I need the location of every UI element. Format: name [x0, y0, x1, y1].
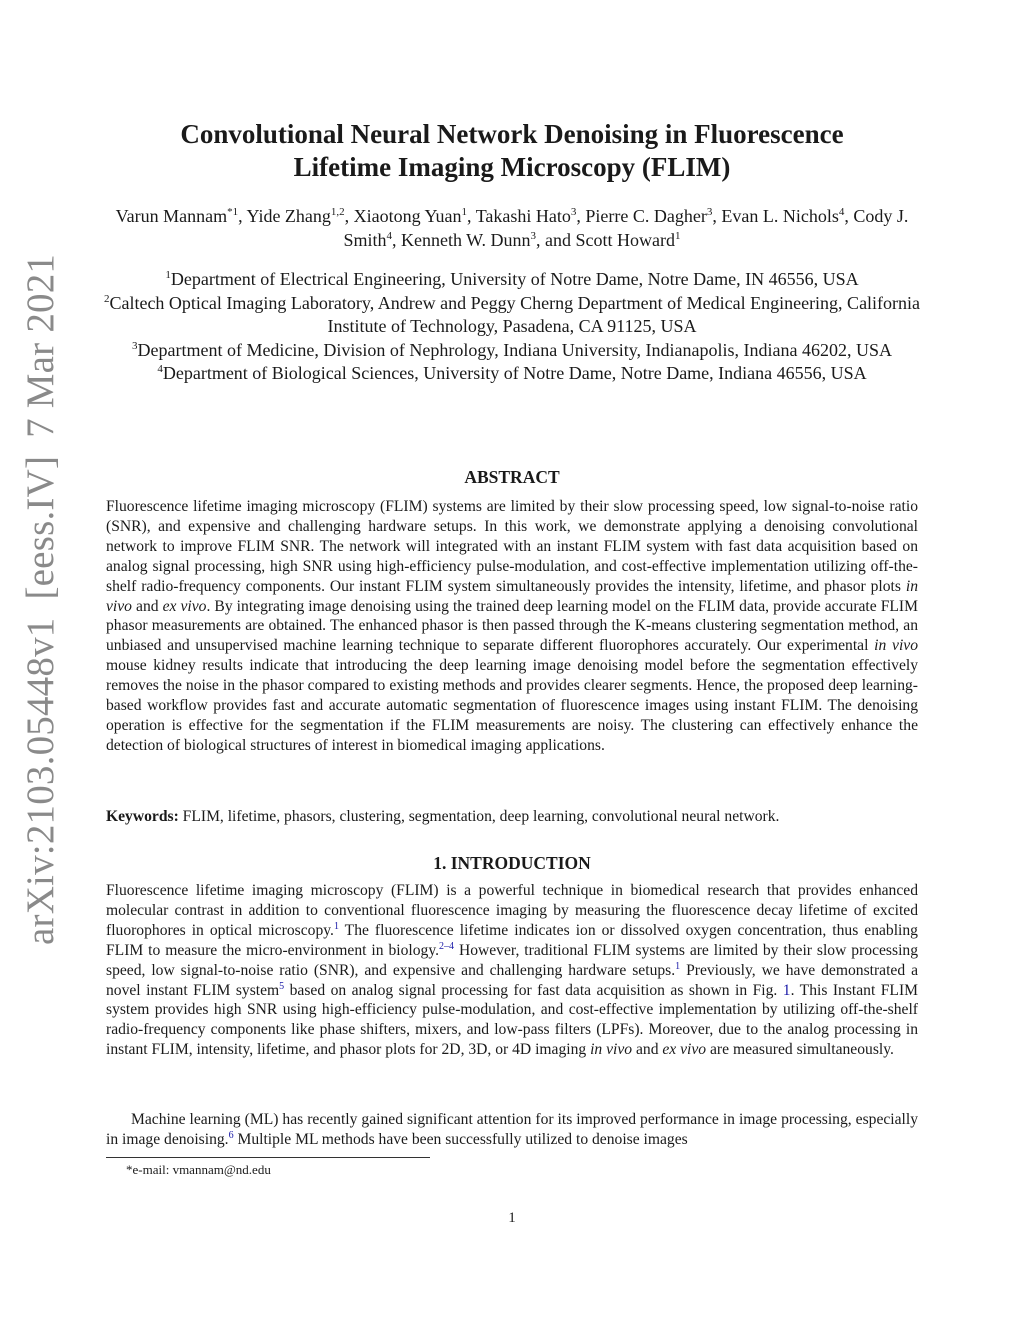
author: Yide Zhang$^{1,2}$, [246, 206, 354, 226]
figure-link[interactable]: 1 [782, 981, 791, 999]
keywords-label: Keywords: [106, 808, 179, 825]
author: Pierre C. Dagher$^3$, [585, 206, 722, 226]
author: Xiaotong Yuan$^1$, [353, 206, 476, 226]
affiliations [100, 268, 924, 386]
author-list [100, 204, 924, 252]
introduction-paragraph-2: Machine learning (ML) has recently gained significant attention for its improved performance in image processing, especially in image denoising.$^6$ Multiple ML methods have been successfully utilized to denoise images [106, 1111, 918, 1148]
keywords-list: FLIM, lifetime, phasors, clustering, segmentation, deep learning, convolutional neural network. [182, 808, 780, 825]
author: Scott Howard$^1$ [575, 230, 681, 250]
citation-link[interactable]: 2–4 [439, 940, 455, 952]
citation-link[interactable]: 6 [228, 1129, 234, 1141]
author: Evan L. Nichols$^4$, [721, 206, 854, 226]
arxiv-category: [eess.IV] [19, 455, 62, 600]
author: Cody J. Smith$^4$, [343, 206, 909, 250]
keywords [106, 807, 918, 827]
citation-link[interactable]: 5 [279, 980, 285, 992]
citation-link[interactable]: 1 [675, 960, 681, 972]
author: Kenneth W. Dunn$^3$, and [401, 230, 576, 250]
author: Varun Mannam$^{*1}$, [115, 206, 247, 226]
arxiv-id: arXiv:2103.05448v1 [19, 617, 62, 945]
footnote-divider [106, 1157, 430, 1158]
citation-link[interactable]: 1 [333, 920, 339, 932]
introduction-heading: 1. INTRODUCTION [433, 853, 591, 873]
affiliation: $^1$Department of Electrical Engineering, University of Notre Dame, Notre Dame, IN 46556, USA [165, 269, 859, 289]
page-number: 1 [508, 1210, 516, 1226]
abstract-heading: ABSTRACT [464, 467, 560, 487]
title-line-2: Lifetime Imaging Microscopy (FLIM) [293, 152, 731, 182]
paper-title [100, 118, 924, 184]
author: Takashi Hato$^3$, [475, 206, 586, 226]
title-line-1: Convolutional Neural Network Denoising in Fluorescence [180, 119, 844, 149]
arxiv-date: 7 Mar 2021 [19, 253, 62, 438]
introduction-paragraph-1: Fluorescence lifetime imaging microscopy (FLIM) is a powerful technique in biomedical research that provides enhanced molecular contrast in addition to conventional fluorescence imaging by measuring the fluorescence decay lifetime of excited fluorophores in optical microscopy.$^1$ The fluorescence lifetime indicates ion or dissolved oxygen concentration, thus enabling FLIM to measure the micro-environment in biology.$^{2-4}$ However, traditional FLIM systems are limited by their slow processing speed, low signal-to-noise ratio (SNR), and expensive and challenging hardware setups.$^1$ Previously, we have demonstrated a novel instant FLIM system$^5$ based on analog signal processing for fast data acquisition as shown in Fig. 1. This Instant FLIM system provides high SNR using high-efficiency pulse-modulation, and cost-effective implementation by utilizing off-the-shelf radio-frequency components like phase shifters, mixers, and low-pass filters (LPFs). Moreover, due to the analog processing in instant FLIM, intensity, lifetime, and phasor plots for 2D, 3D, or 4D imaging in vivo and ex vivo are measured simultaneously. [106, 882, 919, 1059]
affiliation: $^3$Department of Medicine, Division of Nephrology, Indiana University, Indianapolis, Indiana 46202, USA [131, 339, 892, 360]
footnote-email: *e-mail: vmannam@nd.edu [126, 1162, 271, 1177]
affiliation: $^4$Department of Biological Sciences, University of Notre Dame, Notre Dame, Indiana 46556, USA [157, 363, 867, 383]
abstract-body: Fluorescence lifetime imaging microscopy (FLIM) systems are limited by their slow processing speed, low signal-to-noise ratio (SNR), and expensive and challenging hardware setups. In this work, we demonstrate applying a denoising convolutional network to improve FLIM SNR. The network will integrated with an instant FLIM system with fast data acquisition based on analog signal processing, high SNR using high-efficiency pulse-modulation, and cost-effective implementation utilizing off-the-shelf radio-frequency components. Our instant FLIM system simultaneously provides the intensity, lifetime, and phasor plots in vivo and ex vivo. By integrating image denoising using the trained deep learning model on the FLIM data, provide accurate FLIM phasor measurements are obtained. The enhanced phasor is then passed through the K-means clustering segmentation method, an unbiased and unsupervised machine learning technique to separate different fluorophores accurately. Our experimental in vivo mouse kidney results indicate that introducing the deep learning image denoising model before the segmentation effectively removes the noise in the phasor compared to existing methods and provides clearer segments. Hence, the proposed deep learning-based workflow provides fast and accurate automatic segmentation of fluorescence images using instant FLIM. The denoising operation is effective for the segmentation if the FLIM measurements are noisy. The clustering can effectively enhance the detection of biological structures of interest in biomedical imaging applications. [106, 498, 919, 754]
arxiv-stamp [18, 236, 63, 945]
affiliation: $^2$Caltech Optical Imaging Laboratory, Andrew and Peggy Cherng Department of Medical Engineering, California Institute of Technology, Pasadena, CA 91125, USA [103, 292, 921, 336]
